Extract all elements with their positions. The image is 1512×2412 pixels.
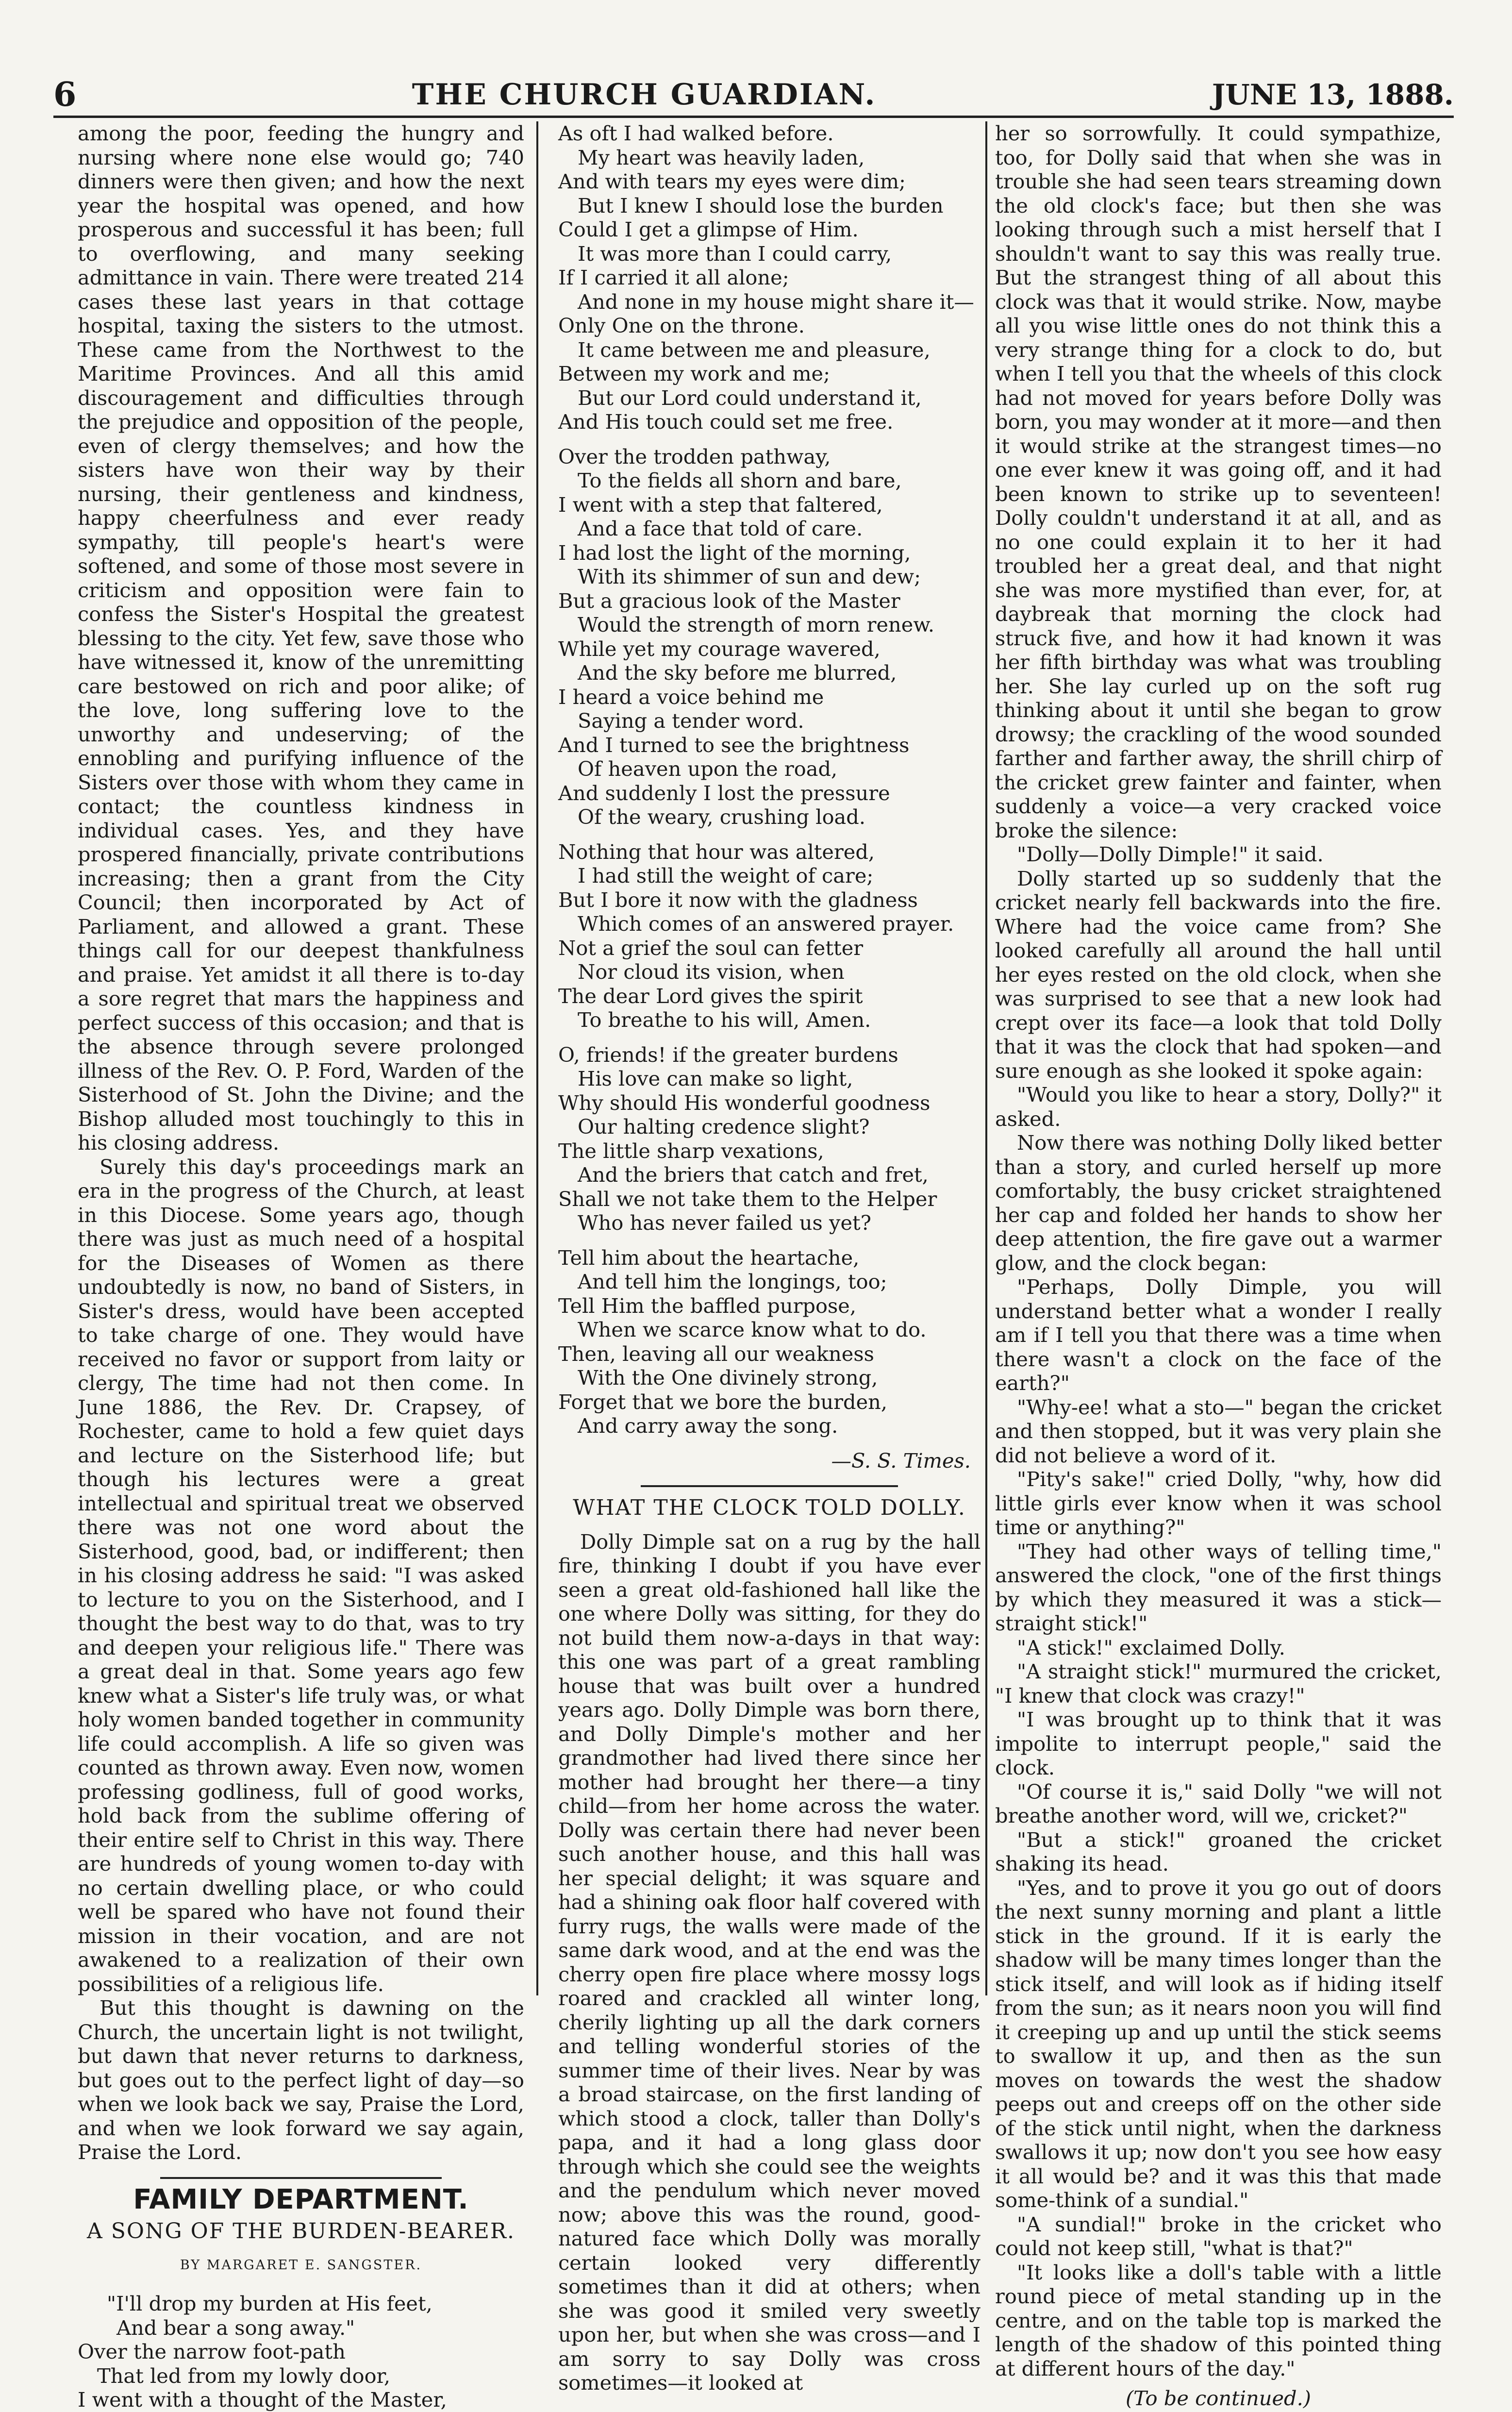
- verse-line: Then, leaving all our weakness: [558, 1341, 874, 1366]
- story-paragraph: her so sorrowfully. It could sympathize, too, for Dolly said that when she was in trouble she had seen tears streaming down the old clock's face; but then she was looking through such a mist herself that I shouldn't want to say this was really true. But the strangest thing of all about this clock was that it would strike. Now, maybe all you wise little ones do not think this a very strange thing for a clock to do, but when I tell you that the wheels of this clock had not moved for years before Dolly was born, you may wonder at it more—and then it would strike at the strangest times—no one ever knew it was going off, and it had been known to strike up to seventeen! Dolly couldn't understand it at all, and as no one could explain it to her it had troubled her a great deal, and that night she was more mystified than ever, for, at daybreak that morning the clock had struck five, and how it had known it was her fifth birthday was what was troubling her. She lay curled up on the soft rug thinking about it until she began to grow drowsy; the crackling of the wood sounded farther and farther away, the shrill chirp of the cricket grew fainter and fainter, when suddenly a voice—a very cracked voice broke the silence:: [995, 121, 1442, 842]
- verse-line: Shall we not take them to the Helper: [558, 1187, 937, 1211]
- poem-stanza: [558, 121, 980, 434]
- verse-line: Between my work and me;: [558, 362, 831, 385]
- verse-line: Who has never failed us yet?: [578, 1211, 871, 1235]
- verse-line: I heard a voice behind me: [558, 685, 824, 709]
- section-divider: [160, 2177, 442, 2179]
- verse-line: With the One divinely strong,: [578, 1366, 878, 1390]
- verse-line: His love can make so light,: [578, 1067, 853, 1090]
- verse-line: Over the trodden pathway,: [558, 444, 831, 469]
- verse-line: And the sky before me blurred,: [578, 661, 897, 685]
- story-paragraph: "Of course it is," said Dolly "we will not breathe another word, will we, cricket?": [995, 1779, 1442, 1827]
- header-rule: [53, 116, 1454, 118]
- article-paragraph: But this thought is dawning on the Church, the uncertain light is not twilight, but dawn that never returns to darkness, but goes out to the perfect light of day—so when we look back we say, Praise the Lord, and when we look forward we say again, Praise the Lord.: [78, 1996, 524, 2164]
- verse-line: But I bore it now with the gladness: [558, 888, 918, 912]
- story-paragraph: "A straight stick!" murmured the cricket, "I knew that clock was crazy!": [995, 1659, 1442, 1708]
- verse-line: Nothing that hour was altered,: [558, 839, 875, 864]
- verse-line: If I carried it all alone;: [558, 266, 789, 289]
- article-paragraph: among the poor, feeding the hungry and nursing where none else would go; 740 dinners were then given; and how the next year the hospital was opened, and how prosperous and successful it has been; full to overflowing, and many seeking admittance in vain. There were treated 214 cases these last years in that cottage hospital, taxing the sisters to the utmost. These came from the Northwest to the Maritime Provinces. And all this amid discouragement and difficulties through the prejudice and opposition of the people, even of clergy themselves; and how the sisters have won their way by their nursing, their gentleness and kindness, happy cheerfulness and ever ready sympathy, till people's heart's were softened, and some of those most severe in criticism and opposition were fain to confess the Sister's Hospital the greatest blessing to the city. Yet few, save those who have witnessed it, know of the unremitting care bestowed on rich and poor alike; of the love, long suffering love to the unworthy and undeserving; of the ennobling and purifying influence of the Sisters over those with whom they came in contact; the countless kindness in individual cases. Yes, and they have prospered financially, private contributions increasing; then a grant from the City Council; then incorporated by Act of Parliament, and allowed a grant. These things call for our deepest thankfulness and praise. Yet amidst it all there is to-day a sore regret that mars the happiness and perfect success of this occasion; and that is the absence through severe prolonged illness of the Rev. O. P. Ford, Warden of the Sisterhood of St. John the Divine; and the Bishop alluded most touchingly to this in his closing address.: [78, 121, 524, 1155]
- verse-line: Not a grief the soul can fetter: [558, 936, 864, 960]
- verse-line: And a face that told of care.: [578, 517, 863, 540]
- story-paragraph: "But a stick!" groaned the cricket shaking its head.: [995, 1827, 1442, 1876]
- verse-line: But I knew I should lose the burden: [578, 193, 944, 218]
- verse-line: And carry away the song.: [578, 1414, 838, 1438]
- section-divider: [641, 1485, 898, 1487]
- verse-line: I went with a thought of the Master,: [78, 2388, 447, 2412]
- issue-date: JUNE 13, 1888.: [1212, 78, 1454, 111]
- verse-line: I went with a step that faltered,: [558, 492, 883, 517]
- verse-line: Of the weary, crushing load.: [578, 805, 866, 829]
- verse-line: And tell him the longings, too;: [578, 1270, 887, 1293]
- verse-line: While yet my courage wavered,: [558, 636, 881, 661]
- verse-line: Only One on the throne.: [558, 314, 805, 337]
- story-paragraph: "They had other ways of telling time," answered the clock, "one of the first things by which they measured it was a stick—straight stick!": [995, 1539, 1442, 1635]
- verse-line: And suddenly I lost the pressure: [558, 781, 890, 805]
- story-paragraph: "I was brought up to think that it was impolite to interrupt people," said the clock.: [995, 1708, 1442, 1779]
- verse-line: Why should His wonderful goodness: [558, 1090, 930, 1115]
- verse-line: That led from my lowly door,: [97, 2363, 391, 2388]
- story-paragraph: "Yes, and to prove it you go out of doors the next sunny morning and plant a little stick in the ground. If it is early the shadow will be many times longer than the stick itself, and will look as if hiding itself from the sun; as it nears noon you will find it creeping up and up until the stick seems to swallow it up, and then as the sun moves on towards the west the shadow peeps out and creeps off on the other side of the stick until night, when the darkness swallows it up; now don't you see how easy it all would be? and it was this that made some-think of a sundial.": [995, 1876, 1442, 2212]
- poem-title: A SONG OF THE BURDEN-BEARER.: [87, 2219, 515, 2244]
- verse-line: "I'll drop my burden at His feet,: [107, 2292, 432, 2315]
- verse-line: And I turned to see the brightness: [558, 733, 910, 757]
- verse-line: It was more than I could carry,: [578, 241, 892, 266]
- verse-line: O, friends! if the greater burdens: [558, 1042, 898, 1067]
- verse-line: I had still the weight of care;: [578, 864, 874, 888]
- story-paragraph: Now there was nothing Dolly liked better than a story, and curled herself up more comfortably, the busy cricket straightened her cap and folded her hands to show her deep attention, the fire gave out a warmer glow, and the clock began:: [995, 1131, 1442, 1275]
- story-paragraph: "A sundial!" broke in the cricket who could not keep still, "what is that?": [995, 2212, 1442, 2260]
- story-title: WHAT THE CLOCK TOLD DOLLY.: [573, 1495, 966, 1520]
- story-paragraph: Dolly Dimple sat on a rug by the hall fire, thinking I doubt if you have ever seen a great old-fashioned hall like the one where Dolly was sitting, for they do not build them now-a-days in that way: this one was part of a great rambling house that was built over a hundred years ago. Dolly Dimple was born there, and Dolly Dimple's mother and her grandmother had lived there since her mother had brought her there—a tiny child—from her home across the water. Dolly was certain there had never been such another house, and this hall was her special delight; it was square and had a shining oak floor half covered with furry rugs, the walls were made of the same dark wood, and at the end was the cherry open fire place where mossy logs roared and crackled all winter long, cherily lighting up all the dark corners and telling wonderful stories of the summer time of their lives. Near by was a broad staircase, on the first landing of which stood a clock, taller than Dolly's papa, and it had a long glass door through which she could see the weights and the pendulum which never moved now; above this was the round, good-natured face which Dolly was morally certain looked very differently sometimes than it did at others; when she was good it smiled very sweetly upon her, but when she was cross—and I am sorry to say Dolly was cross sometimes—it looked at: [558, 1529, 980, 2395]
- poem-citation: —S. S. Times.: [831, 1448, 971, 1473]
- verse-line: To the fields all shorn and bare,: [578, 469, 902, 492]
- verse-line: Tell Him the baffled purpose,: [558, 1293, 857, 1318]
- poem-verse-start: [78, 2292, 524, 2412]
- column-rule-2: [985, 121, 987, 1995]
- verse-line: The little sharp vexations,: [558, 1139, 824, 1163]
- verse-line: But a gracious look of the Master: [558, 588, 900, 613]
- poem-stanza: [558, 1043, 980, 1235]
- verse-line: Over the narrow foot-path: [78, 2340, 346, 2363]
- verse-line: I had lost the light of the morning,: [558, 540, 911, 565]
- story-paragraph: "Perhaps, Dolly Dimple, you will understand better what a wonder I really am if I tell you that there was a time when there wasn't a clock on the face of the earth?": [995, 1275, 1442, 1395]
- column-rule-1: [536, 121, 538, 1995]
- verse-line: Could I get a glimpse of Him.: [558, 218, 859, 241]
- verse-line: Which comes of an answered prayer.: [578, 912, 954, 936]
- story-paragraph: "It looks like a doll's table with a little round piece of metal standing up in the centre, and on the table top is marked the length of the shadow of this pointed thing at different hours of the day.": [995, 2260, 1442, 2380]
- verse-line: And the briers that catch and fret,: [578, 1163, 929, 1187]
- article-paragraph: Surely this day's proceedings mark an era in the progress of the Church, at least in this Diocese. Some years ago, though there was just as much need of a hospital for the Diseases of Women as there undoubtedly is now, no band of Sisters, in Sister's dress, would have been accepted to take charge of one. They would have received no favor or support from laity or clergy, The time had not then come. In June 1886, the Rev. Dr. Crapsey, of Rochester, came to hold a few quiet days and lecture on the Sisterhood life; but though his lectures were a great intellectual and spiritual treat we observed there was not one word about the Sisterhood, good, bad, or indifferent; then in his closing address he said: "I was asked to lecture to you on the Sisterhood, and I thought the best way to do that, was to try and deepen your religious life." There was a great deal in that. Some years ago few knew what a Sister's life truly was, or what holy women banded together in community life could accomplish. A life so given was counted as thrown away. Even now, women professing godliness, full of good works, hold back from the sublime offering of their entire self to Christ in this way. There are hundreds of young women to-day with no certain dwelling place, or who could well be spared who have not found their mission in their vocation, and are not awakened to a realization of their own possibilities of a religious life.: [78, 1155, 524, 1996]
- verse-line: To breathe to his will, Amen.: [578, 1008, 871, 1032]
- verse-line: Saying a tender word.: [578, 709, 804, 733]
- poem-stanza: [558, 840, 980, 1032]
- section-heading: FAMILY DEPARTMENT.: [133, 2183, 469, 2215]
- masthead-title: THE CHURCH GUARDIAN.: [412, 78, 877, 112]
- story-paragraph: "Dolly—Dolly Dimple!" it said.: [1017, 842, 1324, 866]
- poem-stanza: [558, 445, 980, 829]
- column-1: [78, 121, 524, 2412]
- verse-line: Forget that we bore the burden,: [558, 1390, 888, 1414]
- verse-line: When we scarce know what to do.: [578, 1318, 927, 1341]
- verse-line: Nor cloud its vision, when: [578, 960, 845, 984]
- story-paragraph: "Why-ee! what a sto—" began the cricket and then stopped, but it was very plain she did not believe a word of it.: [995, 1395, 1442, 1467]
- verse-line: As oft I had walked before.: [558, 121, 834, 145]
- verse-line: With its shimmer of sun and dew;: [578, 565, 921, 588]
- verse-line: And bear a song away.": [116, 2315, 355, 2340]
- verse-line: And with tears my eyes were dim;: [558, 169, 906, 193]
- story-paragraph: "Would you like to hear a story, Dolly?" it asked.: [995, 1083, 1442, 1131]
- poem-stanzas: [558, 121, 980, 1438]
- verse-line: Of heaven upon the road,: [578, 757, 838, 781]
- page-number: 6: [53, 75, 77, 114]
- poem-stanza: [558, 1246, 980, 1438]
- verse-line: But our Lord could understand it,: [578, 385, 922, 410]
- verse-line: The dear Lord gives the spirit: [558, 984, 863, 1008]
- verse-line: And His touch could set me free.: [558, 410, 894, 434]
- story-paragraph: "A stick!" exclaimed Dolly.: [1017, 1635, 1285, 1659]
- verse-line: Our halting credence slight?: [578, 1115, 870, 1139]
- verse-line: And none in my house might share it—: [578, 289, 974, 314]
- verse-line: It came between me and pleasure,: [578, 337, 930, 362]
- continued-note: (To be continued.): [1125, 2386, 1311, 2410]
- verse-line: Tell him about the heartache,: [558, 1245, 860, 1270]
- column-2: [558, 121, 980, 2395]
- page-header: [53, 73, 1454, 117]
- verse-line: Would the strength of morn renew.: [578, 613, 935, 636]
- poem-byline: BY MARGARET E. SANGSTER.: [180, 2257, 422, 2273]
- verse-line: My heart was heavily laden,: [578, 145, 865, 169]
- story-paragraph: Dolly started up so suddenly that the cricket nearly fell backwards into the fire. Where had the voice came from? She looked carefully all around the hall until her eyes rested on the old clock, when she was surprised to see that a new look had crept over its face—a look that told Dolly that it was the clock that had spoken—and sure enough as she looked it spoke again:: [995, 866, 1442, 1083]
- story-paragraph: "Pity's sake!" cried Dolly, "why, how did little girls ever know when it was school time or anything?": [995, 1467, 1442, 1539]
- column-3: [995, 121, 1442, 2410]
